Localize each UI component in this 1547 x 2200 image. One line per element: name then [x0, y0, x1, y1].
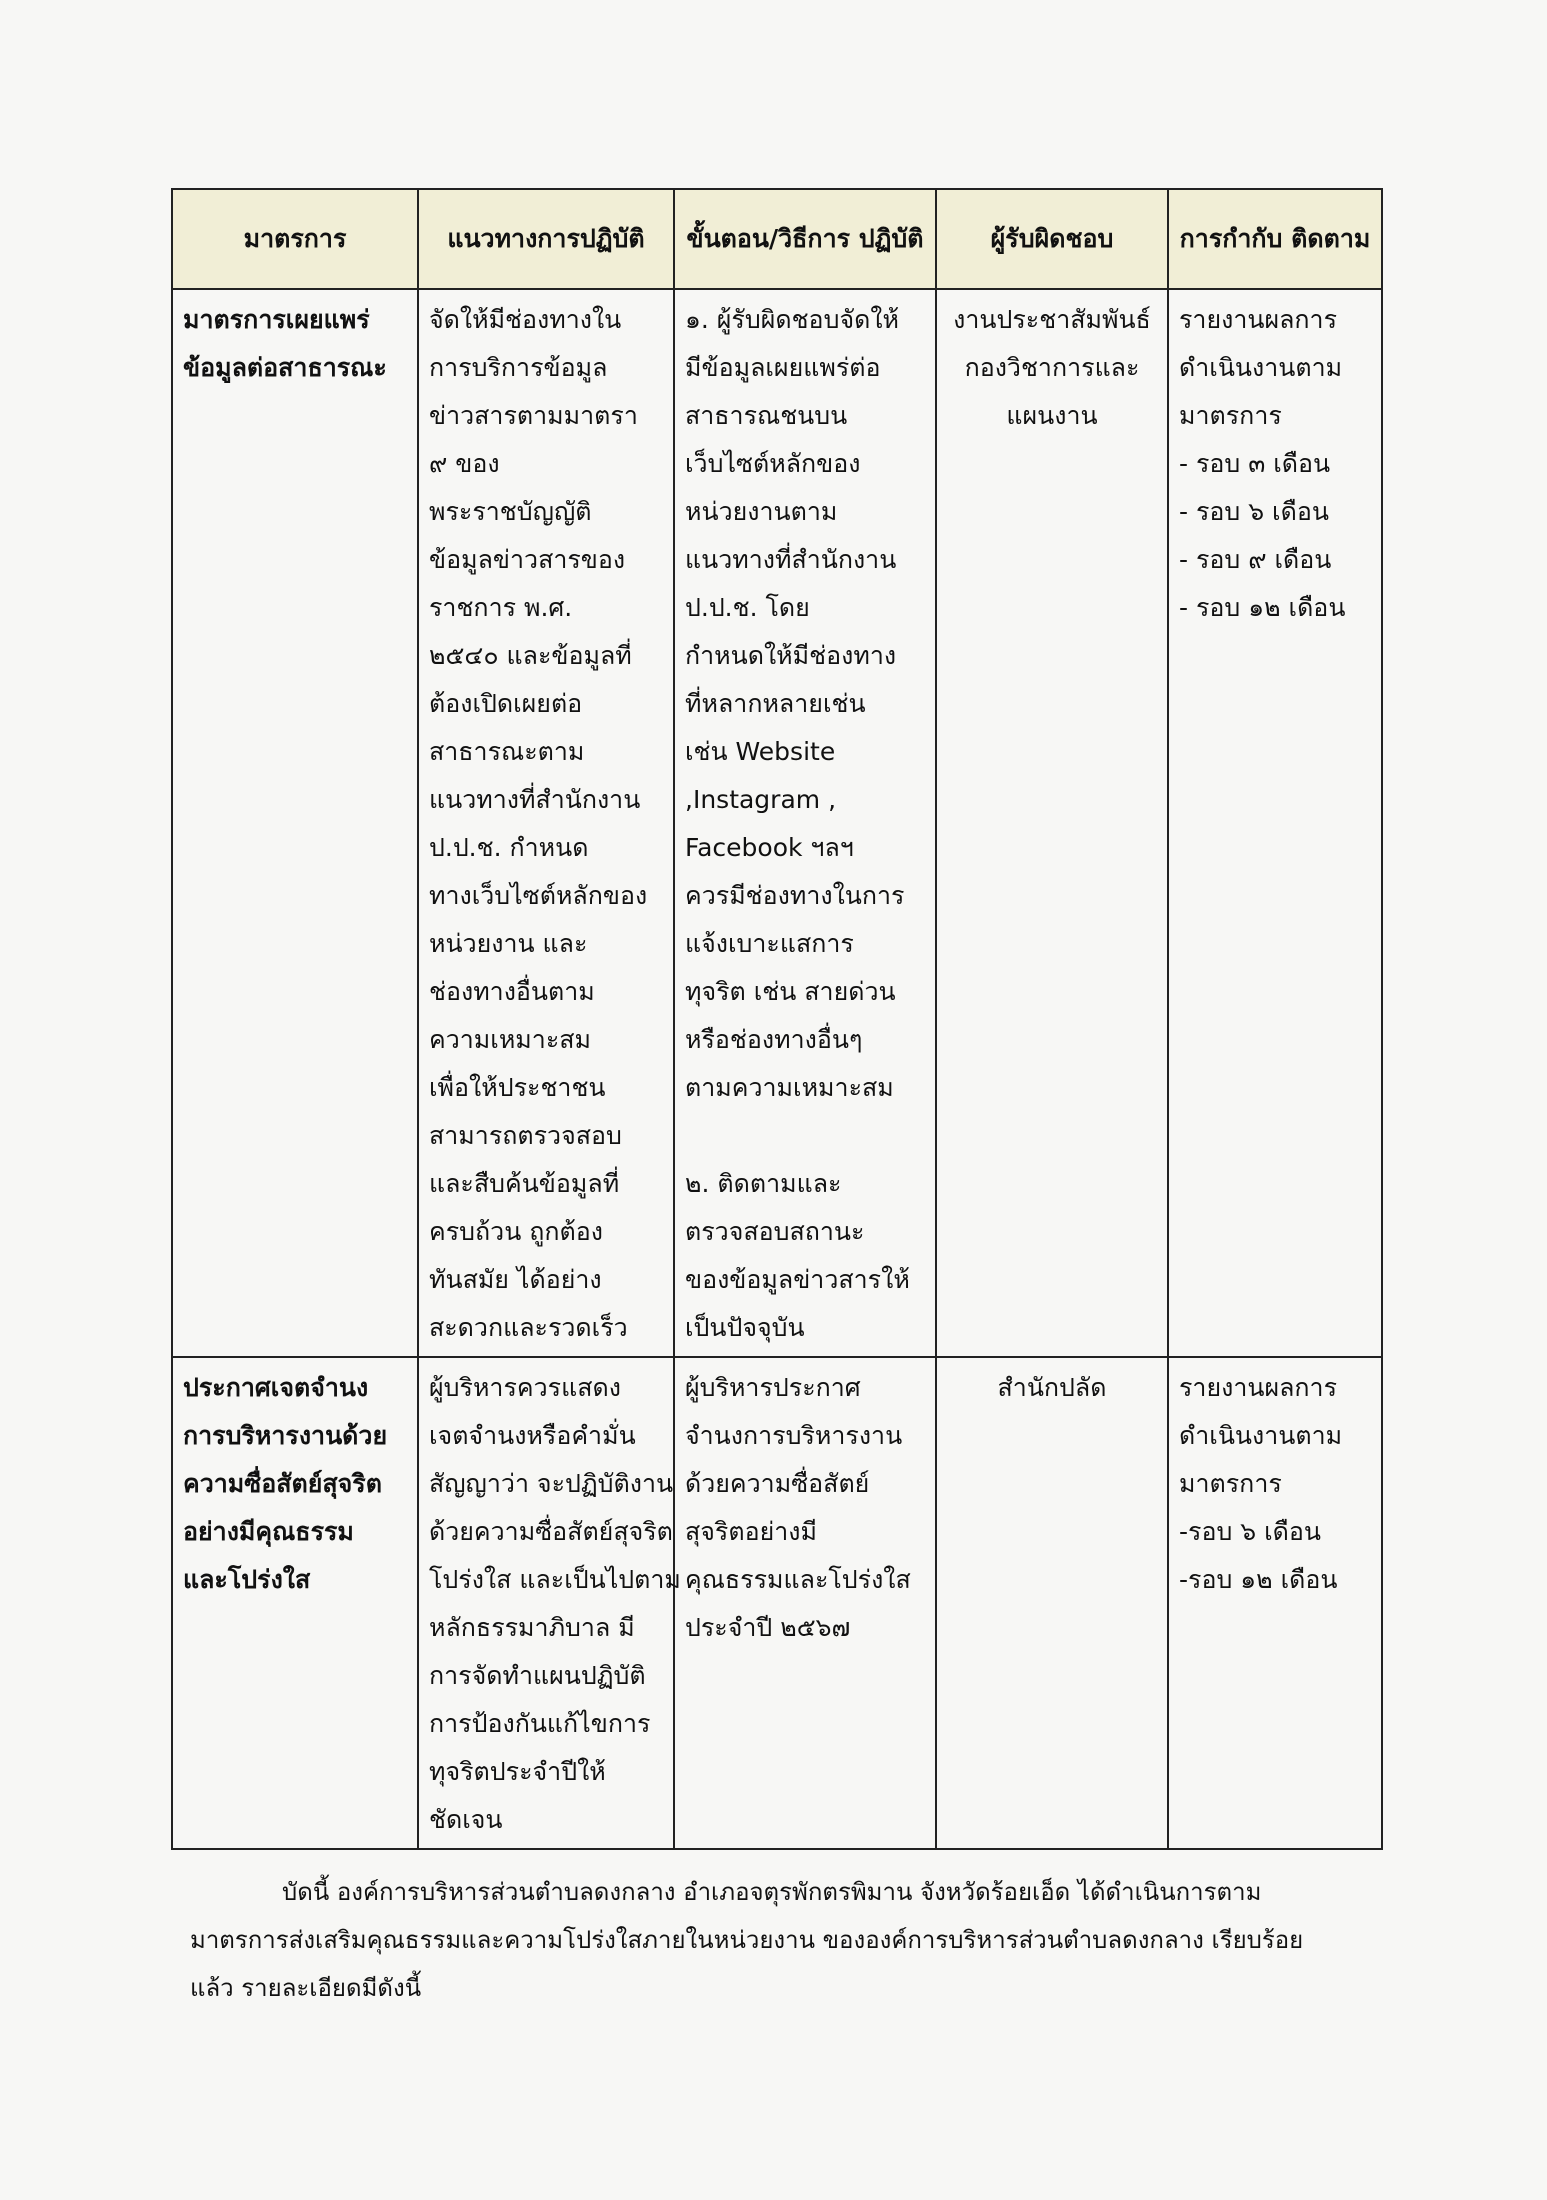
header-steps: ขั้นตอน/วิธีการ ปฏิบัติ: [674, 189, 936, 289]
text-line: ตามความเหมาะสม: [685, 1073, 894, 1102]
text-line: ความเหมาะสม: [429, 1025, 591, 1054]
text-line: รายงานผลการ: [1179, 1373, 1338, 1402]
text-line: จัดให้มีช่องทางใน: [429, 305, 622, 334]
text-line: ผู้บริหารประกาศ: [685, 1373, 861, 1402]
text-line: ประกาศเจตจำนง: [183, 1373, 369, 1402]
text-line: เว็บไซต์หลักของ: [685, 449, 861, 478]
spacer: [685, 1112, 925, 1160]
text-line: ,Instagram ,: [685, 785, 837, 814]
text-line: การจัดทำแผนปฏิบัติ: [429, 1661, 646, 1690]
measure-cell: [172, 1357, 418, 1849]
text-line: ครบถ้วน ถูกต้อง: [429, 1217, 603, 1246]
text-line: - รอบ ๑๒ เดือน: [1179, 593, 1346, 622]
text-line: ราชการ พ.ศ.: [429, 593, 573, 622]
text-line: มาตรการเผยแพร่: [183, 305, 370, 334]
text-line: สัญญาว่า จะปฏิบัติงาน: [429, 1469, 674, 1498]
text-line: แจ้งเบาะแสการ: [685, 929, 854, 958]
steps-cell: [674, 289, 936, 1357]
measure-cell: [172, 289, 418, 1357]
text-line: รายงานผลการ: [1179, 305, 1338, 334]
text-line: และสืบค้นข้อมูลที่: [429, 1169, 620, 1198]
text-line: ด้วยความซื่อสัตย์สุจริต: [429, 1517, 673, 1546]
text-line: การบริการข้อมูล: [429, 353, 608, 382]
text-line: ๒. ติดตามและ: [685, 1169, 842, 1198]
guideline-cell: [418, 289, 674, 1357]
header-monitoring: การกำกับ ติดตาม: [1168, 189, 1382, 289]
text-line: เพื่อให้ประชาชน: [429, 1073, 606, 1102]
text-line: ที่หลากหลายเช่น: [685, 689, 866, 718]
text-line: และโปร่งใส: [183, 1565, 311, 1594]
text-line: หลักธรรมาภิบาล มี: [429, 1613, 635, 1642]
text-line: ด้วยความซื่อสัตย์: [685, 1469, 870, 1498]
measures-table: [171, 188, 1383, 1850]
monitoring-cell: [1168, 1357, 1382, 1849]
text-line: มาตรการ: [1179, 1469, 1282, 1498]
responsible-cell: [936, 289, 1168, 1357]
guideline-cell: [418, 1357, 681, 1849]
text-line: ดำเนินงานตาม: [1179, 353, 1343, 382]
text-line: แนวทางที่สำนักงาน: [685, 545, 897, 574]
text-line: สะดวกและรวดเร็ว: [429, 1313, 628, 1342]
text-line: แนวทางที่สำนักงาน: [429, 785, 641, 814]
paragraph-line: บัดนี้ องค์การบริหารส่วนตำบลดงกลาง อำเภอจตุรพักตรพิมาน จังหวัดร้อยเอ็ด ได้ดำเนินการตาม: [282, 1878, 1262, 1906]
text-line: แผนงาน: [1006, 401, 1098, 430]
text-line: สามารถตรวจสอบ: [429, 1121, 622, 1150]
text-line: ป.ป.ช. โดย: [685, 593, 810, 622]
text-line: ข้อมูลข่าวสารของ: [429, 545, 626, 574]
text-line: จำนงการบริหารงาน: [685, 1421, 903, 1450]
text-line: หน่วยงานตาม: [685, 497, 838, 526]
text-line: หรือช่องทางอื่นๆ: [685, 1025, 863, 1054]
text-line: ดำเนินงานตาม: [1179, 1421, 1343, 1450]
text-line: สุจริตอย่างมี: [685, 1517, 817, 1546]
text-line: พระราชบัญญัติ: [429, 497, 592, 526]
text-line: ๑. ผู้รับผิดชอบจัดให้: [685, 305, 900, 334]
responsible-cell: [936, 1357, 1168, 1849]
paragraph-line: มาตรการส่งเสริมคุณธรรมและความโปร่งใสภายในหน่วยงาน ขององค์การบริหารส่วนตำบลดงกลาง เรียบร้อย: [190, 1926, 1304, 1954]
text-line: ๒๕๔๐ และข้อมูลที่: [429, 641, 632, 670]
text-line: งานประชาสัมพันธ์: [953, 305, 1151, 334]
header-responsible: ผู้รับผิดชอบ: [936, 189, 1168, 289]
text-line: สำนักปลัด: [997, 1373, 1107, 1402]
summary-paragraph: [190, 1868, 1385, 2012]
text-line: เจตจำนงหรือคำมั่น: [429, 1421, 636, 1450]
text-line: เช่น Website: [685, 737, 836, 766]
header-guideline: แนวทางการปฏิบัติ: [418, 189, 674, 289]
header-measure: มาตรการ: [172, 189, 418, 289]
text-line: มาตรการ: [1179, 401, 1282, 430]
text-line: คุณธรรมและโปร่งใส: [685, 1565, 911, 1594]
text-line: - รอบ ๙ เดือน: [1179, 545, 1332, 574]
text-line: - รอบ ๖ เดือน: [1179, 497, 1329, 526]
steps-cell: [674, 1357, 936, 1849]
text-line: ทุจริตประจำปีให้: [429, 1757, 606, 1786]
text-line: สาธารณชนบน: [685, 401, 848, 430]
text-line: ต้องเปิดเผยต่อ: [429, 689, 583, 718]
text-line: ทุจริต เช่น สายด่วน: [685, 977, 896, 1006]
text-line: ข้อมูลต่อสาธารณะ: [183, 353, 387, 382]
text-line: กองวิชาการและ: [964, 353, 1140, 382]
text-line: ทันสมัย ได้อย่าง: [429, 1265, 602, 1294]
monitoring-cell: [1168, 289, 1382, 1357]
text-line: กำหนดให้มีช่องทาง: [685, 641, 897, 670]
text-line: ทางเว็บไซต์หลักของ: [429, 881, 648, 910]
text-line: สาธารณะตาม: [429, 737, 585, 766]
table-header-row: [172, 189, 1382, 289]
text-line: โปร่งใส และเป็นไปตาม: [429, 1565, 681, 1594]
text-line: ของข้อมูลข่าวสารให้: [685, 1265, 910, 1294]
text-line: -รอบ ๑๒ เดือน: [1179, 1565, 1338, 1594]
text-line: ประจำปี ๒๕๖๗: [685, 1613, 851, 1642]
text-line: การป้องกันแก้ไขการ: [429, 1709, 651, 1738]
text-line: ความซื่อสัตย์สุจริต: [183, 1469, 382, 1498]
text-line: ผู้บริหารควรแสดง: [429, 1373, 621, 1402]
text-line: เป็นปัจจุบัน: [685, 1313, 805, 1342]
text-line: หน่วยงาน และ: [429, 929, 588, 958]
paragraph-line: แล้ว รายละเอียดมีดังนี้: [190, 1974, 422, 2002]
text-line: ป.ป.ช. กำหนด: [429, 833, 589, 862]
text-line: ควรมีช่องทางในการ: [685, 881, 905, 910]
text-line: มีข้อมูลเผยแพร่ต่อ: [685, 353, 881, 382]
table-row: [172, 1357, 1382, 1849]
text-line: การบริหารงานด้วย: [183, 1421, 388, 1450]
text-line: -รอบ ๖ เดือน: [1179, 1517, 1321, 1546]
text-line: ข่าวสารตามมาตรา: [429, 401, 638, 430]
text-line: Facebook ฯลฯ: [685, 833, 854, 862]
text-line: - รอบ ๓ เดือน: [1179, 449, 1331, 478]
table-row: [172, 289, 1382, 1357]
text-line: อย่างมีคุณธรรม: [183, 1517, 354, 1546]
text-line: ชัดเจน: [429, 1805, 503, 1834]
text-line: ตรวจสอบสถานะ: [685, 1217, 865, 1246]
text-line: ๙ ของ: [429, 449, 500, 478]
text-line: ช่องทางอื่นตาม: [429, 977, 595, 1006]
